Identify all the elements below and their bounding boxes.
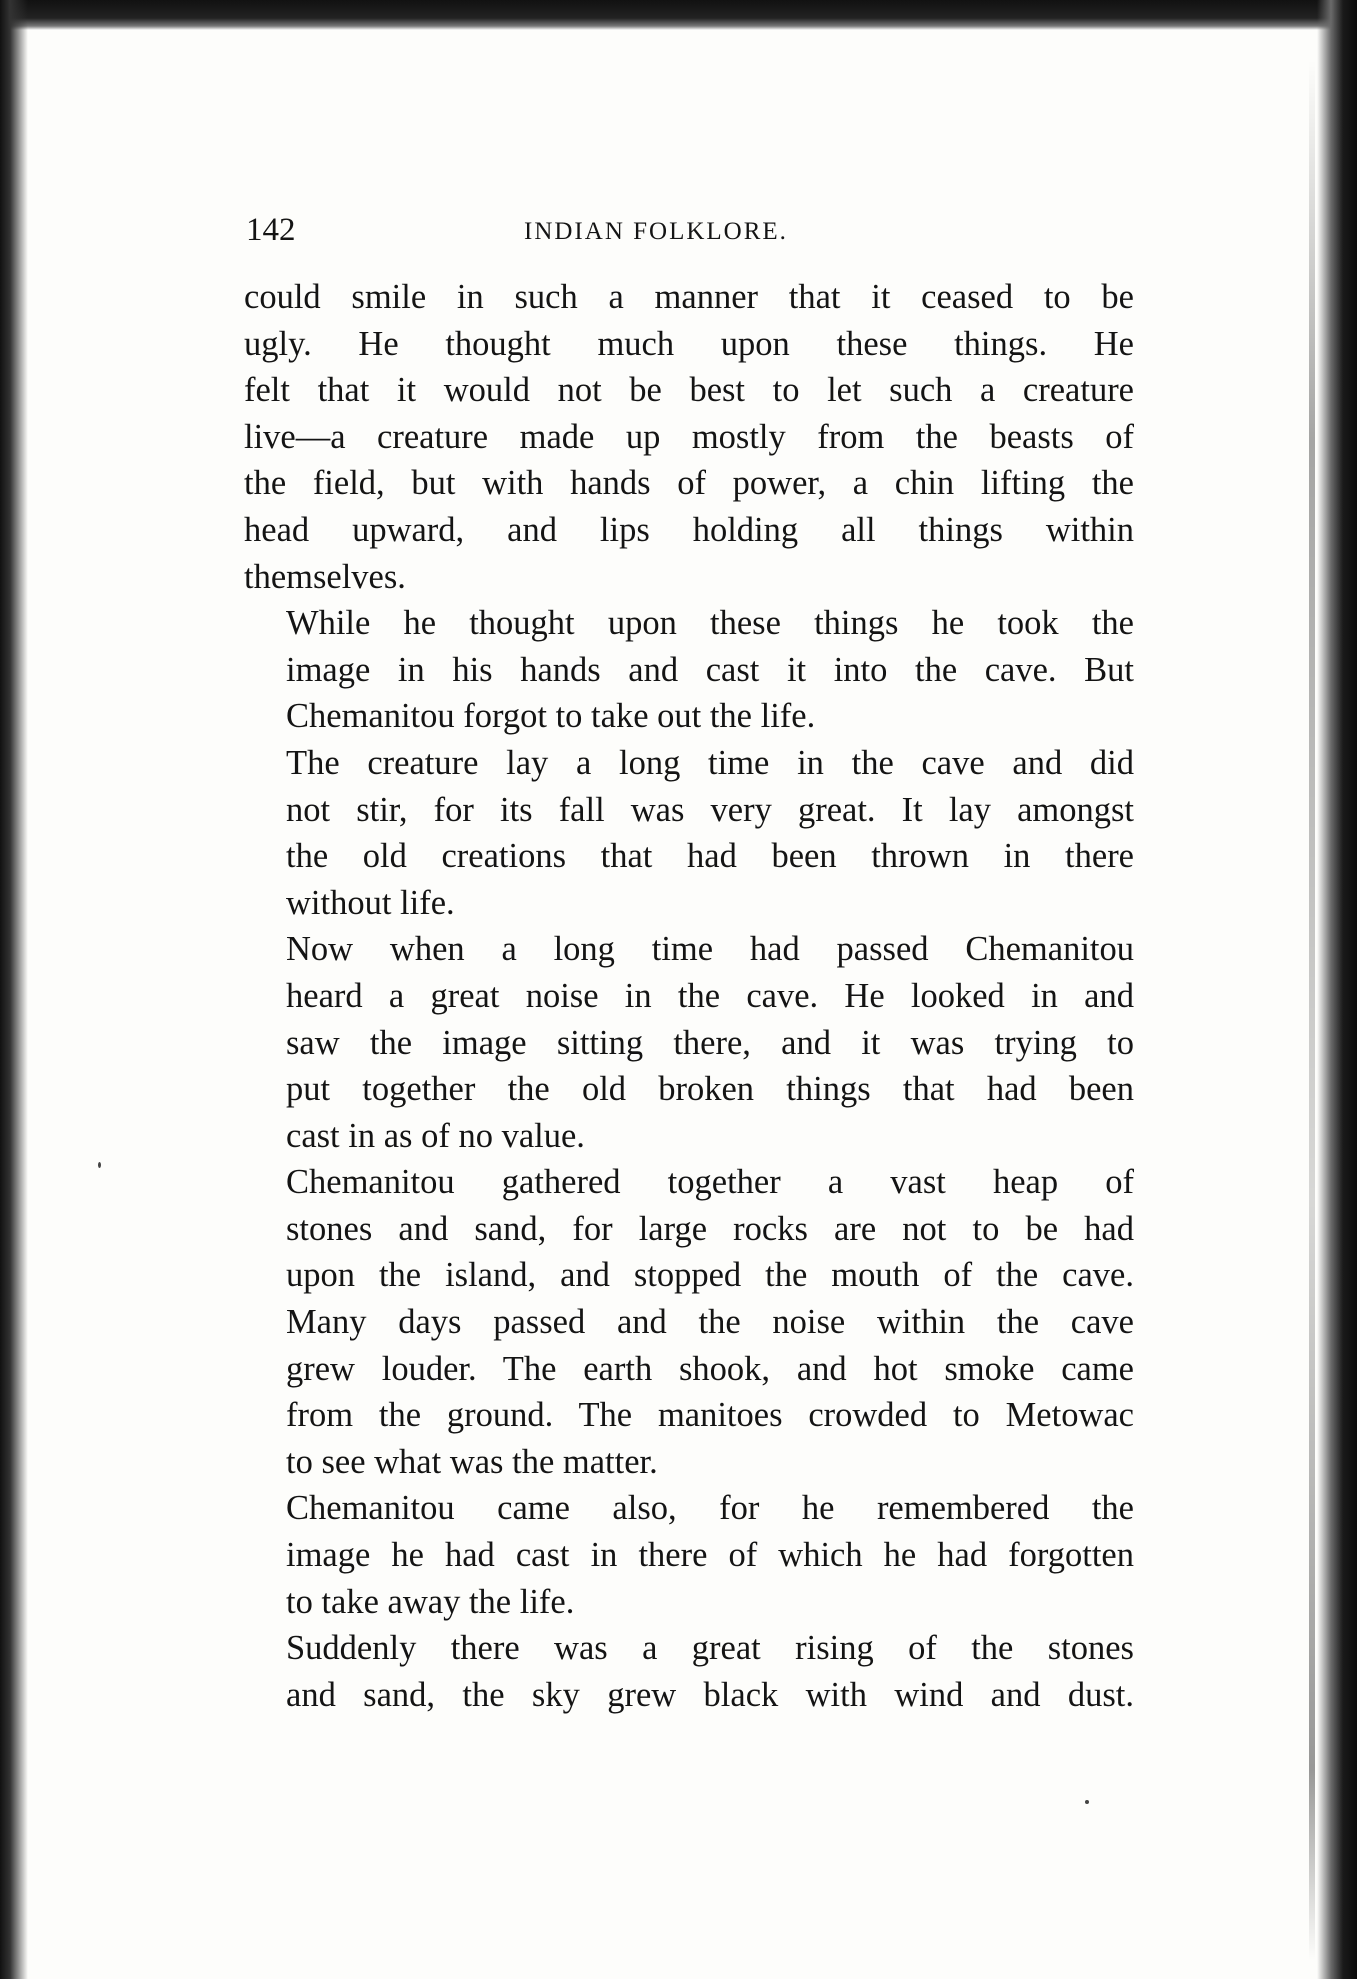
text-line: upon the island, and stopped the mouth of the cave. <box>286 1256 1134 1295</box>
text-line: from the ground. The manitoes crowded to Metowac <box>286 1396 1134 1435</box>
paragraph <box>244 274 1134 600</box>
scan-right-edge <box>1317 0 1357 1979</box>
text-line: Chemanitou came also, for he remembered the <box>286 1489 1134 1528</box>
paragraph <box>244 926 1134 1159</box>
page-number: 142 <box>246 212 296 248</box>
text-line: The creature lay a long time in the cave and did <box>286 743 1134 782</box>
body-text <box>244 274 1134 1718</box>
text-line: image in his hands and cast it into the cave. But <box>286 650 1134 689</box>
text-line: live—a creature made up mostly from the beasts of <box>244 417 1134 456</box>
text-line: While he thought upon these things he took the <box>286 604 1134 643</box>
scan-speck <box>1085 1800 1089 1804</box>
text-line: cast in as of no value. <box>286 1116 585 1155</box>
text-line: grew louder. The earth shook, and hot smoke came <box>286 1349 1134 1388</box>
paragraph <box>244 740 1134 926</box>
paragraph <box>244 1625 1134 1718</box>
text-line: image he had cast in there of which he had forgotten <box>286 1536 1134 1575</box>
text-line: and sand, the sky grew black with wind and dust. <box>286 1675 1134 1714</box>
text-line: saw the image sitting there, and it was trying to <box>286 1023 1134 1062</box>
scan-right-shadow <box>1309 60 1315 1960</box>
running-title: INDIAN FOLKLORE. <box>524 218 788 245</box>
running-head <box>244 208 1134 252</box>
paragraph <box>244 1485 1134 1625</box>
text-line: could smile in such a manner that it ceased to be <box>244 278 1134 316</box>
text-line: to take away the life. <box>286 1582 575 1621</box>
paragraph <box>244 600 1134 740</box>
text-line: ugly. He thought much upon these things. He <box>244 324 1134 363</box>
text-line: stones and sand, for large rocks are not to be had <box>286 1209 1134 1248</box>
text-line: without life. <box>286 883 455 922</box>
text-line: Chemanitou gathered together a vast heap of <box>286 1163 1134 1202</box>
text-line: Suddenly there was a great rising of the stones <box>286 1629 1134 1668</box>
scan-top-edge <box>0 0 1357 30</box>
text-line: put together the old broken things that had been <box>286 1070 1134 1109</box>
text-line: Now when a long time had passed Chemanitou <box>286 930 1134 969</box>
text-line: themselves. <box>244 557 406 596</box>
text-line: to see what was the matter. <box>286 1442 658 1481</box>
text-line: felt that it would not be best to let such a creature <box>244 371 1134 410</box>
text-line: the field, but with hands of power, a chin lifting the <box>244 464 1134 503</box>
text-line: Chemanitou forgot to take out the life. <box>286 697 816 736</box>
paragraph <box>244 1159 1134 1485</box>
text-line: Many days passed and the noise within the cave <box>286 1303 1134 1342</box>
book-page <box>244 208 1134 1718</box>
text-line: not stir, for its fall was very great. It lay amongst <box>286 790 1134 829</box>
scan-speck <box>98 1162 101 1168</box>
text-line: the old creations that had been thrown in there <box>286 837 1134 876</box>
text-line: head upward, and lips holding all things within <box>244 510 1134 549</box>
text-line: heard a great noise in the cave. He looked in and <box>286 976 1134 1015</box>
scan-left-edge <box>0 0 28 1979</box>
